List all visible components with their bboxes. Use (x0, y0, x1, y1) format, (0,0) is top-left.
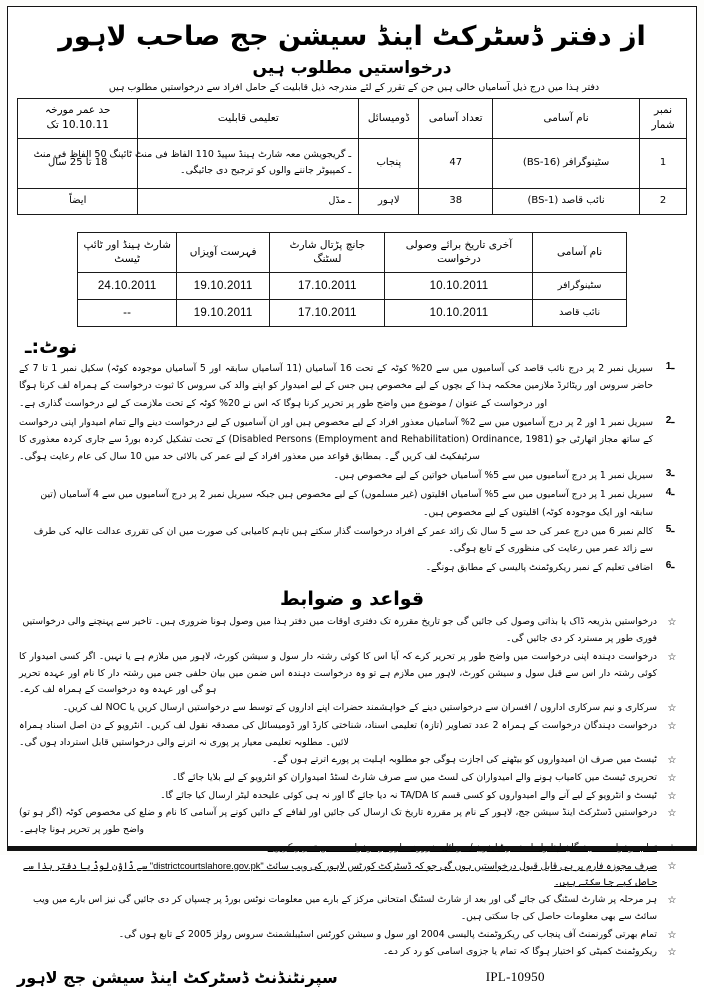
dates-table-header-row (78, 232, 626, 272)
list-item (17, 752, 687, 769)
cell-list-display: 19.10.2011 (177, 300, 270, 327)
table-row (78, 300, 626, 327)
cell-serial: 2 (640, 188, 687, 214)
cell-shortlisting: 17.10.2011 (270, 272, 385, 299)
col-list-display: فہرست آویزاں (177, 232, 270, 272)
table-row (78, 272, 626, 299)
note-text: سیریل نمبر 1 اور 2 پر درج آسامیوں میں سے 2% آسامیاں معذور افراد کے لیے مخصوص ہیں اور ان آسامیوں کے لیے درخواست دینے والے تمام امیدوار اپنی درخواست کے ساتھ مجاز اتھارٹی جو (Disabled Persons (Employment and Rehabilitation) Ordinance, 1981) کے تحت تشکیل کردہ بورڈ سے جاری کردہ معذوری کا سرٹیفکیٹ لف کریں گے۔ بمطابق قواعد میں معذور افراد کے لیے عمر کی بالائی حد میں 10 سال کی عام رعایت ہوگی۔ (19, 416, 654, 463)
cell-list-display: 19.10.2011 (177, 272, 270, 299)
cell-post-name: سٹینوگرافر (BS-16) (493, 138, 640, 188)
footer (17, 962, 687, 994)
star-icon: ☆ (667, 755, 677, 767)
rule-text: ٹیسٹ و انٹرویو کے لیے آنے والے امیدواروں کو کسی قسم کا TA/DA نہ دیا جائے گا اور نہ ہی کوئی علیحدہ لیٹر ارسال کیا جائے گا۔ (160, 789, 657, 801)
note-number: 5ـ (665, 523, 675, 535)
list-item (17, 770, 687, 787)
star-icon: ☆ (667, 790, 677, 802)
col-shortlisting: جانچ پڑتال شارٹ لسٹنگ (270, 232, 385, 272)
list-item (17, 467, 687, 484)
list-item (17, 892, 687, 925)
cell-serial: 1 (640, 138, 687, 188)
cell-age-limit: ایضاً (18, 188, 138, 214)
cell-test: -- (78, 300, 177, 327)
rules-list (17, 614, 687, 962)
page-subtitle: درخواستیں مطلوب ہیں (252, 57, 452, 78)
table-row (18, 138, 687, 188)
star-icon: ☆ (667, 703, 677, 715)
col-post-name: نام آسامی (493, 99, 640, 138)
col-last-date: آخری تاریخ برائے وصولی درخواست (385, 232, 533, 272)
cell-age-limit: 18 تا 25 سال (18, 138, 138, 188)
cell-shortlisting: 17.10.2011 (270, 300, 385, 327)
cell-vacancies: 38 (419, 188, 493, 214)
list-item (17, 805, 687, 838)
star-icon: ☆ (667, 617, 677, 629)
note-number: 6ـ (665, 560, 675, 572)
intro-text: دفتر ہذا میں درج ذیل آسامیاں خالی ہیں جن کے تقرر کے لئے مندرجہ ذیل قابلیت کے حامل افراد سے درخواستیں مطلوب ہیں (108, 82, 600, 94)
note-text: اضافی تعلیم کے نمبر ریکروٹمنٹ پالیسی کے مطابق ہونگے۔ (425, 562, 653, 574)
col-vacancies: تعداد آسامی (419, 99, 493, 138)
rule-text: تمام بھرتی گورنمنٹ آف پنجاب کی ریکروٹمنٹ پالیسی 2004 اور سول و سیشن کورٹس اسٹیبلشمنٹ سروس رولز 2005 کے تابع ہوں گی۔ (118, 928, 657, 940)
notes-list (17, 360, 687, 578)
rule-text-website[interactable]: صرف مجوزہ فارم پر ہی قابل قبول درخواستیں ہوں گی جو کہ ڈسٹرکٹ کورٹس لاہور کی ویب سائٹ "districtcourtslahore.gov.pk" سے ڈاؤن لوڈ یا دفتر ہذا سے حاصل کیے جا سکتے ہیں۔ (22, 860, 657, 888)
note-number: 1ـ (665, 361, 675, 373)
rule-text: ہر مرحلہ پر شارٹ لسٹنگ کی جائے گی اور بعد از شارٹ لسٹنگ امتحانی مرکز کے بارے میں معلومات نوٹس بورڈ پر چسپاں کر دی جائیں گی نیز اس بارے میں ویب سائٹ سے بھی معلومات حاصل کی جا سکتی ہیں۔ (32, 894, 657, 922)
col-test: شارٹ ہینڈ اور ٹائپ ٹیسٹ (78, 232, 177, 272)
cell-last-date: 10.10.2011 (385, 300, 533, 327)
star-icon: ☆ (667, 651, 677, 663)
cell-test: 24.10.2011 (78, 272, 177, 299)
cell-vacancies: 47 (419, 138, 493, 188)
cell-domicile: پنجاب (359, 138, 419, 188)
rule-text: ریکروٹمنٹ کمیٹی کو اختیار ہوگا کہ تمام یا جزوی اسامی کو رد کر دے۔ (382, 946, 657, 958)
cell-domicile: لاہور (359, 188, 419, 214)
list-item (17, 858, 687, 891)
notes-heading: نوٹ:ـ (25, 336, 78, 359)
qualification-line: ـ کمپیوٹر جاننے والوں کو ترجیح دی جائیگی۔ (180, 165, 352, 177)
col-domicile: ڈومیسائل (359, 99, 419, 138)
list-item (17, 649, 687, 699)
list-item (17, 700, 687, 717)
advertisement-frame (7, 6, 697, 988)
col-age-limit: حد عمر مورخہ 10.10.11 تک (18, 99, 138, 138)
cell-post-name: نائب قاصد (533, 300, 626, 327)
table-row (18, 188, 687, 214)
star-icon: ☆ (667, 808, 677, 820)
list-item (17, 788, 687, 805)
rule-text: درخواستیں ڈسٹرکٹ اینڈ سیشن جج، لاہور کے نام پر مقررہ تاریخ تک ارسال کی جائیں اور لفافے کے دائیں کونے پر آسامی کا نام و ضلع کی مخصوص کوٹہ (اگر ہو تو) واضح طور پر تحریر ہونا چاہیے۔ (19, 807, 657, 836)
star-icon: ☆ (667, 772, 677, 784)
list-item (17, 927, 687, 944)
col-qualification: تعلیمی قابلیت (138, 99, 359, 138)
note-text: سیریل نمبر 1 پر درج آسامیوں میں سے 5% آسامیاں اقلیتوں (غیر مسلموں) کے لیے مخصوص ہیں جبکہ سیریل نمبر 2 پر درج آسامیوں میں سے 4 آسامیاں (تین سابقہ اور ایک موجودہ کوٹہ) اقلیتوں کے لیے مخصوص ہیں۔ (40, 489, 653, 518)
qualification-line: ـ مڈل (328, 194, 352, 206)
list-item (17, 559, 687, 576)
reference-number: IPL-10950 (485, 969, 545, 985)
footer-bar (8, 846, 696, 850)
star-icon: ☆ (667, 895, 677, 907)
list-item (17, 414, 687, 466)
star-icon: ☆ (667, 947, 677, 959)
list-item (17, 360, 687, 412)
cell-post-name: نائب قاصد (BS-1) (493, 188, 640, 214)
dates-table-wrapper (17, 232, 687, 328)
note-number: 2ـ (665, 414, 675, 426)
rule-text: درخواست دہندگان درخواست کے ہمراہ 2 عدد تصاویر (تازہ) تعلیمی اسناد، شناختی کارڈ اور ڈومیسائل کی مصدقہ نقول لف کریں۔ انٹرویو کے دن اصل اسناد ہمراہ لائیں۔ مطلوبہ تعلیمی معیار پر پوری نہ اترنے والی درخواستیں قابل استرداد ہوں گی۔ (19, 719, 657, 748)
note-text: سیریل نمبر 1 پر درج آسامیوں میں سے 5% آسامیاں خواتین کے لیے مخصوص ہیں۔ (333, 470, 653, 482)
star-icon: ☆ (667, 720, 677, 732)
col-serial: نمبر شمار (640, 99, 687, 138)
rule-text: سرکاری و نیم سرکاری اداروں / افسران سے درخواستیں دینے کے خواہشمند حضرات اپنے اداروں کے توسط سے درخواستیں ارسال کریں یا NOC لف کریں۔ (62, 702, 657, 714)
page-title: از دفتر ڈسٹرکٹ اینڈ سیشن جج صاحب لاہور (58, 21, 646, 52)
list-item (17, 486, 687, 520)
star-icon: ☆ (667, 860, 677, 872)
note-text: کالم نمبر 6 میں درج عمر کی حد سے 5 سال تک زائد عمر کے افراد درخواست گذار سکتے ہیں تاہم کامیابی کی صورت میں ان کی تقرری عدالت عالیہ کی طرف سے زائد عمر میں رعایت کی منظوری کے تابع ہوگی۔ (33, 525, 653, 554)
note-number: 4ـ (665, 487, 675, 499)
col-post-name: نام آسامی (533, 232, 626, 272)
list-item (17, 614, 687, 647)
dates-table (77, 232, 626, 328)
note-text: سیریل نمبر 2 پر درج نائب قاصد کی آسامیوں میں سے 20% کوٹہ کے تحت 16 آسامیاں (11 آسامیاں سابقہ اور 5 آسامیاں موجودہ کوٹہ) سکیل نمبر 1 تا 7 کے حاضر سروس اور ریٹائرڈ ملازمین محکمہ ہذا کے بچوں کے لیے مخصوص ہیں جس کے لیے امیدوار کو اپنے والد کی سروس کا ثبوت درخواست کے ہمراہ لف کرنا ہوگا اور درخواست کے عنوان / موضوع میں واضح طور پر تحریر کرنا ہوگا کہ اس نے 20% کوٹہ کے تحت ملازمت کے لیے درخواست گذاری ہے۔ (19, 363, 654, 409)
list-item (17, 944, 687, 961)
rule-text: تحریری ٹیسٹ میں کامیاب ہونے والے امیدواران کی لسٹ میں سے صرف شارٹ لسٹڈ امیدواران کو انٹرویو کے لیے بلایا جائے گا۔ (171, 771, 657, 783)
rule-text: درخواستیں بذریعہ ڈاک یا بذاتی وصول کی جائیں گی جو تاریخ مقررہ تک دفتری اوقات میں دفتر ہذا میں وصول ہونا ضروری ہیں۔ تاخیر سے پہنچنے والی درخواستیں فوری طور پر مسترد کر دی جائیں گی۔ (22, 616, 657, 645)
posts-table (17, 98, 687, 214)
list-item (17, 718, 687, 751)
signature-text: سپرنٹنڈنٹ ڈسٹرکٹ اینڈ سیشن جج لاہور (17, 968, 338, 988)
list-item (17, 523, 687, 557)
rules-heading: قواعد و ضوابط (279, 588, 425, 611)
cell-post-name: سٹینوگرافر (533, 272, 626, 299)
cell-last-date: 10.10.2011 (385, 272, 533, 299)
note-number: 3ـ (665, 468, 675, 480)
posts-table-header-row (18, 99, 687, 138)
qualification-line: ـ گریجویشن معہ شارٹ ہینڈ سپیڈ 110 الفاظ فی منٹ ٹائپنگ 50 الفاظ فی منٹ (33, 148, 352, 160)
rule-text: درخواست دہندہ اپنی درخواست میں واضح طور پر تحریر کرے کہ آیا اس کا کوئی رشتہ دار سول و سیشن کورٹ، لاہور میں ملازم ہے یا نہیں۔ اگر کسی امیدوار کا کوئی رشتہ دار اس سے قبل سول و سیشن کورٹ، لاہور میں ملازم ہے تو وہ درخواست دہندہ اس ضمن میں بیان حلفی جس میں رشتہ دار کا نام اور عہدہ تحریر ہو گی اور عہدہ وہ درخواست کے ہمراہ لف کرے۔ (19, 650, 657, 696)
rule-text: ٹیسٹ میں صرف ان امیدواروں کو بیٹھنے کی اجازت ہوگی جو مطلوبہ اہلیت پر پورے اترتے ہوں گے۔ (272, 754, 657, 766)
cell-qualification (138, 188, 359, 214)
star-icon: ☆ (667, 929, 677, 941)
